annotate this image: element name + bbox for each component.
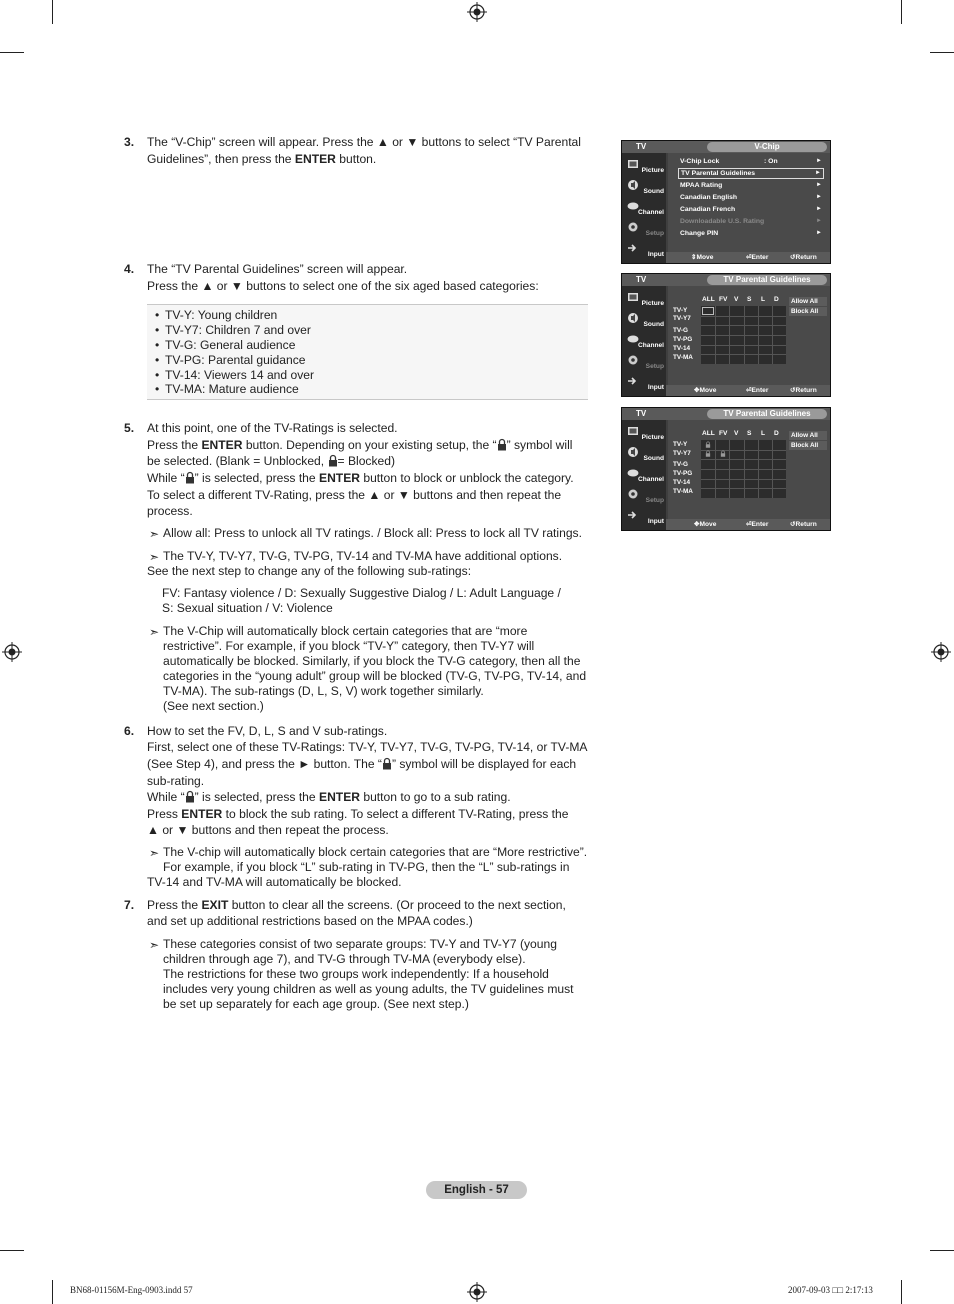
side-item-sound [624,177,666,197]
arrow-icon: ➣ [149,624,160,639]
hint-label: Move [699,387,717,394]
gear-icon [627,221,639,233]
grid-line [701,450,786,451]
step-text: The “V-Chip” screen will appear. Press the ▲ or ▼ buttons to select “TV Parental Guidelines”, then press the [147,135,581,166]
row-label: TV-14 [673,479,691,486]
rating-grid [673,296,785,366]
move-hint: ✥ Move [694,387,717,394]
note-text: (See next section.) [163,698,264,713]
side-label: Input [647,518,664,525]
row-label: TV-PG [673,336,693,343]
enter-key: ENTER [201,437,243,452]
note-text: TV-MA). The sub-ratings (D, L, S, V) work together similarly. [163,683,484,698]
step-text: and set up additional restrictions based on the MPAA codes.) [147,914,473,929]
step-text: ” symbol will be displayed for each sub-rating. [147,756,577,788]
lock-icon [705,450,711,457]
note-allow-block [147,526,588,541]
step-text: First, select one of these TV-Ratings: TV-Y, TV-Y7, TV-G, TV-PG, TV-14, or TV-MA [147,740,588,755]
file-name: BN68-01156M-Eng-0903.indd 57 [70,1285,193,1295]
arrow-icon: ➣ [149,938,160,953]
arrow-right-icon: ► [816,230,822,236]
col-header: S [747,296,752,303]
menu-item-label: V-Chip Lock [680,158,720,165]
list-item: • TV-Y7: Children 7 and over [155,323,580,338]
side-item-picture [624,156,666,176]
crop-mark [0,1250,24,1251]
hint-label: Move [699,521,717,528]
input-icon [627,242,639,254]
step-number: 7. [124,897,135,912]
col-header: L [761,296,766,303]
note-text: automatically be blocked. Similarly, if you block the TV-G category, then all the [163,653,581,668]
note-text: Allow all: Press to unlock all TV ratings. / Block all: Press to lock all TV ratings. [163,525,582,540]
selected-cell[interactable] [702,307,714,315]
step-text: ” is selected, press the [194,470,319,485]
grid-line [701,469,786,470]
tv-screen-parental-2 [621,407,831,531]
note-text: The restrictions for these two groups work independently: If a household [163,967,549,982]
side-label: Input [647,251,664,258]
return-hint: ↺ Return [790,521,817,528]
side-label: Sound [643,321,664,328]
enter-hint: ⏎ Enter [746,521,769,528]
row-label: TV-MA [673,354,693,361]
grid-line [701,335,786,336]
col-header: V [734,296,739,303]
col-header: S [747,430,752,437]
list-item: • TV-MA: Mature audience [155,382,580,397]
instructions [124,134,588,1012]
step-text: = Blocked) [337,454,395,469]
rating-grid-panel [668,420,830,519]
note-text: These categories consist of two separate groups: TV-Y and TV-Y7 (young [163,937,557,952]
gear-icon [627,354,639,366]
list-item: • TV-PG: Parental guidance [155,353,580,368]
step-text: button to go to a sub rating. [360,790,511,805]
lock-icon [185,790,195,803]
side-item-picture [624,289,666,309]
arrow-right-icon: ► [816,182,822,188]
crop-mark [0,52,24,53]
note-text: See the next step to change any of the following sub-ratings: [147,563,472,578]
step-number: 3. [124,135,135,149]
col-header: FV [719,430,728,437]
side-item-input [624,240,666,260]
tv-screen-parental-1 [621,273,831,397]
menu-item-label: Change PIN [680,230,719,237]
move-hint: ⇕ Move [691,254,714,261]
row-label: TV-Y [673,307,688,314]
crop-mark [901,1280,902,1304]
menu-item-label: Canadian English [680,194,738,201]
hint-label: Enter [751,254,769,261]
side-label: Setup [645,230,664,237]
exit-key: EXIT [201,897,229,912]
step-text: Press the ▲ or ▼ buttons to select one of the six aged based categories: [147,278,539,293]
registration-mark-icon [467,2,487,22]
menu-item-label: MPAA Rating [680,182,723,189]
step-text: The “TV Parental Guidelines” screen will appear. [147,262,408,277]
input-icon [627,375,639,387]
tv-label: TV [636,142,647,151]
row-label: TV-G [673,461,688,468]
side-menu [622,286,666,397]
vchip-menu [668,153,830,252]
side-label: Channel [637,342,664,349]
crop-mark [52,0,53,24]
print-date: 2007-09-03 □□ 2:17:13 [788,1285,873,1295]
menu-item-value: : On [764,158,778,165]
input-icon [627,509,639,521]
col-header: ALL [702,430,715,437]
enter-key: ENTER [181,806,223,821]
menu-item-mpaa-rating[interactable] [678,180,824,191]
row-label: TV-Y7 [673,315,691,322]
step-text: ” symbol will be selected. (Blank = Unblocked, [147,437,573,469]
col-header: FV [719,296,728,303]
menu-item-label: TV Parental Guidelines [681,170,756,177]
allow-all-button[interactable]: Allow All [789,297,827,306]
side-item-channel [624,331,666,351]
note-text: The V-chip will automatically block certain categories that are “More restrictive”. [163,844,588,859]
step-text: Press the [147,437,202,452]
note-text: The V-Chip will automatically block certain categories that are “more [163,623,528,638]
grid-line [701,479,786,480]
help-bar [666,385,830,396]
row-label: TV-Y7 [673,450,691,457]
tv-label: TV [636,275,647,284]
step-text: While “ [147,790,185,805]
note-groups [147,937,588,1012]
move-hint: ✥ Move [694,521,717,528]
page-number-pill: English - 57 [426,1181,527,1199]
picture-icon [627,158,639,170]
arrow-right-icon: ► [816,158,822,164]
row-label: TV-MA [673,488,693,495]
col-header: ALL [702,296,715,303]
lock-icon [328,454,338,467]
note-text: children through age 7), and TV-G through TV-MA (everybody else). [163,952,526,967]
screen-header [622,141,830,153]
tv-label: TV [636,409,647,418]
picture-icon [627,425,639,437]
side-label: Setup [645,363,664,370]
step-text: button. Depending on your existing setup, the “ [242,437,497,452]
arrow-right-icon: ► [816,194,822,200]
lock-icon [705,441,711,448]
menu-item-vchip-lock[interactable] [678,156,824,167]
col-header: D [774,430,779,437]
note-sub-options [147,549,588,564]
side-item-setup [624,352,666,372]
block-all-button[interactable]: Block All [789,307,827,316]
enter-hint: ⏎ Enter [746,387,769,394]
allow-all-button[interactable]: Allow All [789,431,827,440]
side-label: Input [647,384,664,391]
help-bar [666,519,830,530]
step-text: button. [335,151,377,166]
side-item-input [624,373,666,393]
step-text: ▲ or ▼ buttons and then repeat the process. [147,823,389,838]
sound-icon [627,312,639,324]
step-text: While “ [147,470,185,485]
crop-mark [930,1250,954,1251]
tv-screen-vchip [621,140,831,264]
arrow-right-icon: ► [815,170,821,176]
side-item-picture [624,423,666,443]
side-label: Sound [643,188,664,195]
col-header: L [761,430,766,437]
grid-line [701,325,786,326]
step-text: How to set the FV, D, L, S and V sub-ratings. [147,723,388,738]
col-header: V [734,430,739,437]
hint-label: Enter [751,387,769,394]
step-text: (See Step 4), and press the ► button. The “ [147,756,382,771]
crop-mark [901,0,902,24]
side-item-setup [624,219,666,239]
col-header: D [774,296,779,303]
note-auto-block [147,624,588,714]
note-more-restrictive [147,845,588,875]
screen-title: TV Parental Guidelines [707,275,827,285]
help-bar [666,252,830,263]
screen-header [622,408,830,420]
return-hint: ↺ Return [790,387,817,394]
side-item-channel [624,465,666,485]
side-item-channel [624,198,666,218]
sound-icon [627,446,639,458]
side-label: Channel [637,209,664,216]
crop-mark [52,1280,53,1304]
hint-label: Enter [751,521,769,528]
sound-icon [627,179,639,191]
note-text: The TV-Y, TV-Y7, TV-G, TV-PG, TV-14 and TV-MA have additional options. [163,548,563,563]
list-item: • TV-G: General audience [155,338,580,353]
screen-title: TV Parental Guidelines [707,409,827,419]
hint-label: Move [696,254,714,261]
enter-key: ENTER [319,470,360,485]
step-7 [124,897,588,930]
crop-mark [930,52,954,53]
menu-item-downloadable-rating [678,216,824,227]
side-item-sound [624,310,666,330]
step-text: At this point, one of the TV-Ratings is selected. [147,421,398,436]
step-3 [124,134,588,167]
grid-line [701,316,786,317]
menu-item-change-pin[interactable] [678,228,824,239]
registration-mark-icon [931,642,951,662]
grid-line [701,459,786,460]
side-menu [622,420,666,531]
grid-cells[interactable] [701,440,786,498]
registration-mark-icon [467,1282,487,1302]
side-label: Channel [637,476,664,483]
arrow-right-icon: ► [816,206,822,212]
side-item-input [624,507,666,527]
list-item: • TV-14: Viewers 14 and over [155,368,580,383]
step-text: Press [147,806,182,821]
menu-item-label: Canadian French [680,206,736,213]
category-list [147,304,588,400]
enter-key: ENTER [319,790,360,805]
menu-item-tv-parental-guidelines[interactable] [678,168,824,179]
step-text: button to clear all the screens. (Or proceed to the next section, [228,897,566,912]
side-item-setup [624,486,666,506]
registration-mark-icon [2,642,22,662]
sub-rating-text: S: Sexual situation / V: Violence [162,600,333,615]
side-label: Sound [643,455,664,462]
enter-key: ENTER [294,151,336,166]
hint-label: Return [795,387,817,394]
rating-grid [673,430,785,500]
arrow-right-icon: ► [816,218,822,224]
note-text: For example, if you block “L” sub-rating in TV-PG, then the “L” sub-ratings in [163,859,570,874]
grid-line [701,354,786,355]
step-number: 6. [124,723,135,738]
arrow-icon: ➣ [149,845,160,860]
list-item: • TV-Y: Young children [155,308,580,323]
step-text: to block the sub rating. To select a different TV-Rating, press the [222,806,569,821]
menu-item-canadian-english[interactable] [678,192,824,203]
step-5 [124,420,588,520]
enter-hint: ⏎ Enter [746,254,769,261]
side-label: Picture [641,300,664,307]
arrow-icon: ➣ [149,526,160,541]
grid-line [701,345,786,346]
step-text: Press the [147,897,202,912]
side-menu [622,153,666,264]
lock-icon [720,450,726,457]
note-text: TV-14 and TV-MA will automatically be blocked. [147,874,402,889]
side-label: Picture [641,167,664,174]
step-text: To select a different TV-Rating, press the ▲ or ▼ buttons and then repeat the process. [147,487,562,519]
side-item-sound [624,444,666,464]
step-4 [124,261,588,294]
sub-ratings [162,586,588,616]
step-text: ” is selected, press the [194,790,319,805]
menu-item-label: Downloadable U.S. Rating [680,218,765,225]
hint-label: Return [795,521,817,528]
screen-title: V-Chip [707,142,827,152]
return-hint: ↺ Return [790,254,817,261]
side-label: Setup [645,497,664,504]
lock-icon [185,471,195,484]
note-text: be set up separately for each age group. (See next step.) [163,997,469,1012]
row-label: TV-G [673,327,688,334]
side-label: Picture [641,434,664,441]
grid-line [701,488,786,489]
note-text: categories in the “young adult” group will be blocked (TV-G, TV-PG, TV-14, and [163,668,587,683]
note-text: includes very young children as well as young adults, the TV guidelines must [163,982,574,997]
row-label: TV-Y [673,441,688,448]
row-label: TV-14 [673,345,691,352]
step-text: button to block or unblock the category. [360,470,574,485]
block-all-button[interactable]: Block All [789,441,827,450]
picture-icon [627,291,639,303]
step-6 [124,723,588,839]
arrow-icon: ➣ [149,549,160,564]
step-number: 5. [124,421,135,436]
lock-icon [497,438,507,451]
screen-header [622,274,830,286]
hint-label: Return [795,254,817,261]
rating-grid-panel [668,286,830,385]
note-text: restrictive”. For example, if you block “TV-Y” category, then TV-Y7 will [163,638,535,653]
menu-item-canadian-french[interactable] [678,204,824,215]
lock-icon [382,757,392,770]
gear-icon [627,488,639,500]
step-number: 4. [124,262,135,277]
row-label: TV-PG [673,470,693,477]
sub-rating-text: FV: Fantasy violence / D: Sexually Suggestive Dialog / L: Adult Language / [162,585,561,600]
